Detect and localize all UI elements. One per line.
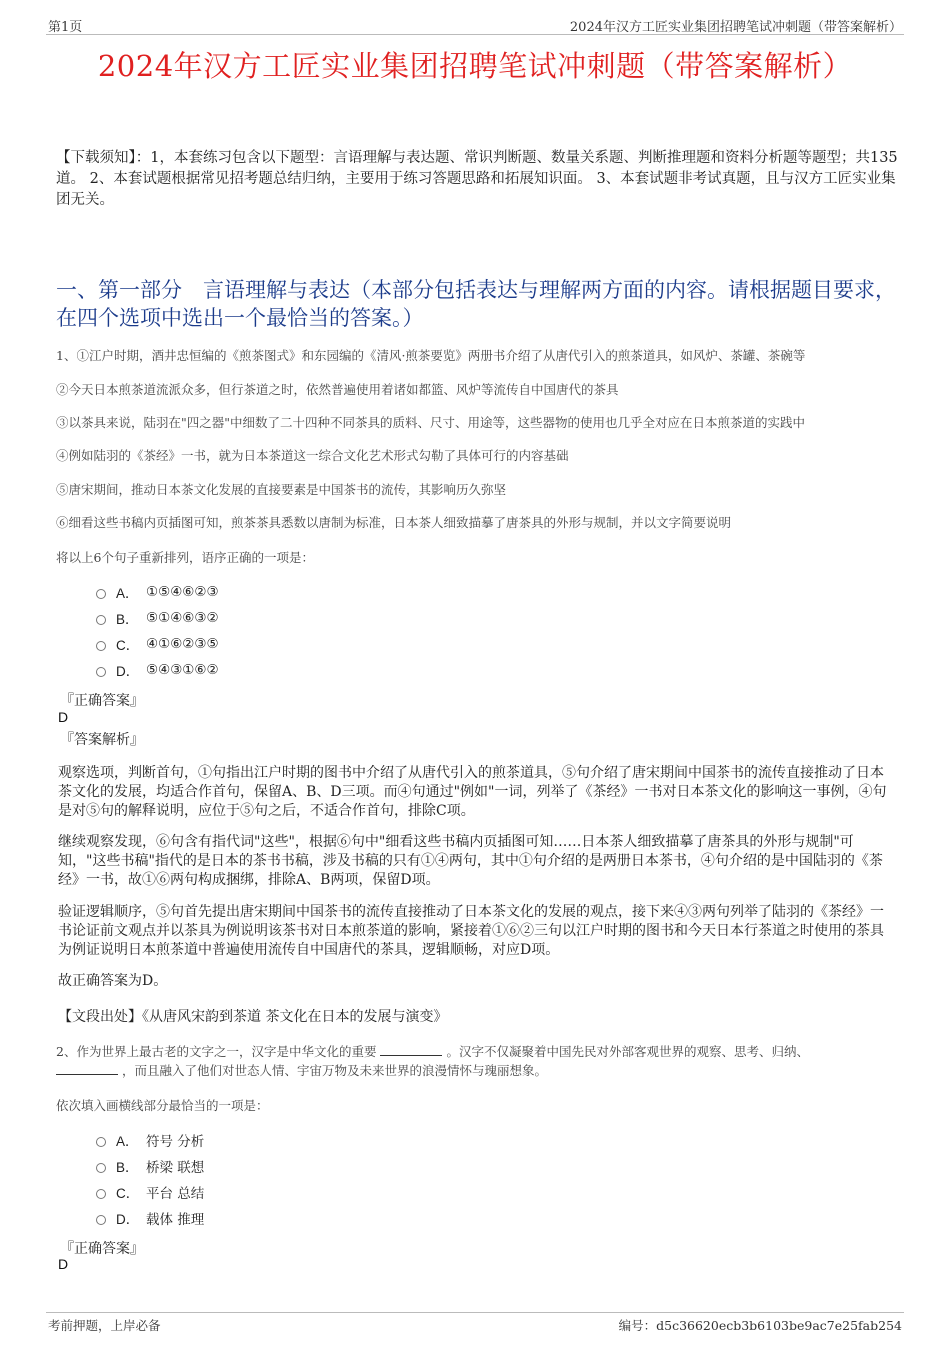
header-doc-title: 2024年汉方工匠实业集团招聘笔试冲刺题（带答案解析） [569, 20, 902, 35]
radio-icon[interactable] [96, 1163, 106, 1173]
page-number: 第1页 [48, 20, 83, 35]
download-notice: 【下载须知】：1，本套练习包含以下题型：言语理解与表达题、常识判断题、数量关系题、判断推理题和资料分析题等题型；共135道。 2、本套试题根据常见招考题总结归纳，主要用于练习答题思路和拓展知识面。 3、本套试题非考试真题，且与汉方工匠实业集团无关。 [56, 150, 898, 208]
q2-option-c[interactable]: C． 平台 总结 [96, 1182, 204, 1202]
q1-answer-label: 『正确答案』 [60, 693, 144, 709]
footer-slogan: 考前押题，上岸必备 [48, 1318, 161, 1333]
q1-analysis-para: 验证逻辑顺序，⑤句首先提出唐宋期间中国茶书的流传直接推动了日本茶文化的发展的观点，接下来④③两句列举了陆羽的《茶经》一书论证前文观点并以茶具为例说明该茶书对日本煎茶道的影响，紧接着①⑥②三句以江户时期的图书和今天日本行茶道之时使用的茶具为例证说明日本煎茶道中普遍使用流传自中国唐代的茶具，逻辑顺畅，对应D项。 [58, 904, 884, 958]
q1-line: ④例如陆羽的《茶经》一书，就为日本茶道这一综合文化艺术形式勾勒了具体可行的内容基础 [56, 448, 569, 463]
q1-analysis-conclusion: 故正确答案为D。 [58, 973, 168, 989]
q2-prompt: 依次填入画横线部分最恰当的一项是： [56, 1098, 269, 1113]
footer-doc-id: 编号：d5c36620ecb3b6103be9ac7e25fab254 [618, 1318, 902, 1333]
q1-line: ⑤唐宋期间，推动日本茶文化发展的直接要素是中国茶书的流传，其影响历久弥坚 [56, 482, 507, 497]
q2-option-d[interactable]: D． 载体 推理 [96, 1208, 204, 1228]
q1-option-d[interactable]: D． ⑤④③①⑥② [96, 660, 219, 680]
q2-stem-line1: 2、作为世界上最古老的文字之一，汉字是中华文化的重要 。汉字不仅凝聚着中国先民对外部客观世界的观察、思考、归纳、 [56, 1044, 809, 1059]
radio-icon[interactable] [96, 1137, 106, 1147]
q1-line: 1、①江户时期，酒井忠恒编的《煎茶图式》和东园编的《清风·煎茶要览》两册书介绍了从唐代引入的煎茶道具，如风炉、茶罐、茶碗等 [56, 348, 806, 363]
q2-stem-line2: ，而且融入了他们对世态人情、宇宙万物及未来世界的浪漫情怀与瑰丽想象。 [56, 1062, 904, 1080]
q1-option-c[interactable]: C． ④①⑥②③⑤ [96, 634, 219, 654]
radio-icon[interactable] [96, 1189, 106, 1199]
q1-analysis-label: 『答案解析』 [60, 732, 144, 748]
q2-answer: D [58, 1256, 69, 1272]
q2-option-b[interactable]: B． 桥梁 联想 [96, 1156, 204, 1176]
section-heading: 一、第一部分 言语理解与表达（本部分包括表达与理解两方面的内容。请根据题目要求，在四个选项中选出一个最恰当的答案。） [56, 278, 896, 330]
q1-line: ⑥细看这些书稿内页插图可知，煎茶茶具悉数以唐制为标准，日本茶人细致描摹了唐茶具的外形与规制，并以文字简要说明 [56, 515, 732, 530]
q1-prompt: 将以上6个句子重新排列，语序正确的一项是： [56, 550, 314, 565]
document-title: 2024年汉方工匠实业集团招聘笔试冲刺题（带答案解析） [97, 49, 853, 83]
q2-answer-label: 『正确答案』 [60, 1241, 144, 1257]
q1-line: ②今天日本煎茶道流派众多，但行茶道之时，依然普遍使用着诸如都篮、风炉等流传自中国唐代的茶具 [56, 382, 619, 397]
q1-option-b[interactable]: B． ⑤①④⑥③② [96, 608, 219, 628]
q1-source: 【文段出处】《从唐风宋韵到茶道 茶文化在日本的发展与演变》 [58, 1009, 448, 1025]
q2-option-a[interactable]: A． 符号 分析 [96, 1130, 204, 1150]
radio-icon[interactable] [96, 589, 106, 599]
radio-icon[interactable] [96, 615, 106, 625]
radio-icon[interactable] [96, 641, 106, 651]
q1-answer: D [58, 709, 69, 725]
q1-analysis-para: 继续观察发现，⑥句含有指代词"这些"，根据⑥句中"细看这些书稿内页插图可知……日本茶人细致描摹了唐茶具的外形与规制"可知，"这些书稿"指代的是日本的茶书书稿，涉及书稿的只有①④两句，其中①句介绍的是两册日本茶书，④句介绍的是中国陆羽的《茶经》一书，故①⑥两句构成捆绑，排除A、B两项，保留D项。 [58, 834, 883, 888]
radio-icon[interactable] [96, 667, 106, 677]
radio-icon[interactable] [96, 1215, 106, 1225]
page-footer [46, 1312, 904, 1333]
q1-analysis-para: 观察选项，判断首句，①句指出江户时期的图书中介绍了从唐代引入的煎茶道具，⑤句介绍了唐宋期间中国茶书的流传直接推动了日本茶文化的发展，均适合作首句，保留A、B、D三项。而④句通过"例如"一词，列举了《茶经》一书对日本茶文化的影响这一事例，④句是对⑤句的解释说明，应位于⑤句之后，不适合作首句，排除C项。 [58, 765, 887, 819]
q1-line: ③以茶具来说，陆羽在"四之器"中细数了二十四种不同茶具的质料、尺寸、用途等，这些器物的使用也几乎全对应在日本煎茶道的实践中 [56, 415, 806, 430]
page-header [46, 14, 904, 35]
q1-option-a[interactable]: A． ①⑤④⑥②③ [96, 582, 219, 602]
fill-blank [56, 1063, 118, 1075]
fill-blank [380, 1044, 442, 1056]
